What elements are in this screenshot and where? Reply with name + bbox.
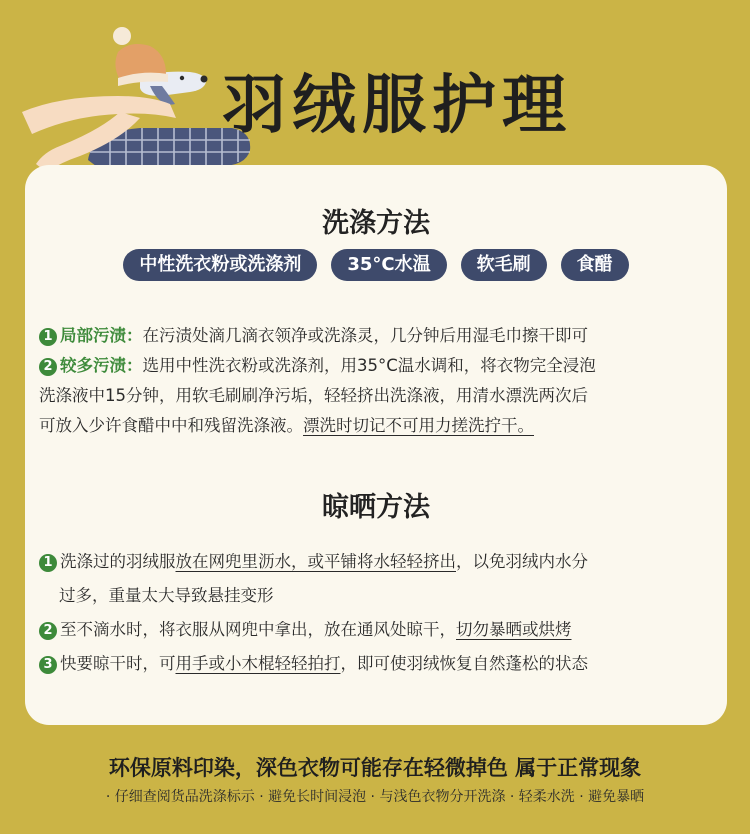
dry-section-title: 晾晒方法: [322, 492, 430, 523]
dry-item-2: [39, 613, 717, 647]
dry-item-1: [39, 545, 717, 579]
dry-item-3-text-c: ，即可使羽绒恢复自然蓬松的状态: [340, 654, 588, 673]
dry-item-3: [39, 647, 717, 681]
wash-item-1-text: 在污渍处滴几滴衣领净或洗涤灵，几分钟后用湿毛巾擦干即可: [142, 326, 588, 345]
wash-item-2-text-line1: 选用中性洗衣粉或洗涤剂，用35°C温水调和，将衣物完全浸泡: [142, 356, 596, 375]
tag-water-temp: 35°C水温: [331, 249, 446, 281]
dry-item-3-highlight: 用手或小木棍轻轻拍打: [175, 654, 341, 673]
dry-item-1-text-c: ，以免羽绒内水分: [456, 552, 588, 571]
number-2-icon: 2: [39, 358, 57, 376]
wash-item-2-text-line2: 洗涤液中15分钟，用软毛刷刷净污垢，轻轻挤出洗涤液，用清水漂洗两次后: [39, 386, 588, 405]
header: [0, 0, 750, 170]
dry-item-1-line2: 过多，重量太大导致悬挂变形: [59, 586, 274, 605]
dry-item-2-text: 至不滴水时，将衣服从网兜中拿出，放在通风处晾干，: [60, 620, 456, 639]
wash-tags: [25, 249, 727, 281]
wash-item-1: [39, 321, 717, 351]
dry-item-3-text-a: 快要晾干时，可: [60, 654, 176, 673]
footer-notice: 环保原料印染，深色衣物可能存在轻微掉色 属于正常现象: [108, 756, 642, 780]
tag-vinegar: 食醋: [561, 249, 629, 281]
dry-instructions: [39, 545, 717, 681]
number-3-icon: 3: [39, 656, 57, 674]
wash-section-title: 洗涤方法: [322, 208, 430, 239]
dog-illustration: [0, 0, 260, 175]
number-1-icon: 1: [39, 554, 57, 572]
dry-item-1-highlight: 放在网兜里沥水，或平铺将水轻轻挤出: [175, 552, 456, 571]
wash-item-1-label: 局部污渍：: [60, 326, 143, 345]
dry-item-1-text-a: 洗涤过的羽绒服: [60, 552, 176, 571]
wash-item-2-label: 较多污渍：: [60, 356, 143, 375]
tag-detergent: 中性洗衣粉或洗涤剂: [123, 249, 317, 281]
number-2-icon: 2: [39, 622, 57, 640]
tag-soft-brush: 软毛刷: [461, 249, 547, 281]
dry-item-2-highlight: 切勿暴晒或烘烤: [456, 620, 572, 639]
wash-item-2-line3: [39, 411, 717, 441]
care-card: [25, 165, 727, 725]
wash-item-2-text-line3: 可放入少许食醋中中和残留洗涤液。: [39, 416, 303, 435]
wash-item-2: [39, 351, 717, 381]
page-title: 羽绒服护理: [222, 69, 572, 143]
hat-icon: [113, 27, 168, 86]
footer-tips: · 仔细查阅货品洗涤标示 · 避免长时间浸泡 · 与浅色衣物分开洗涤 · 轻柔水洗 · 避免暴晒: [105, 789, 645, 805]
number-1-icon: 1: [39, 328, 57, 346]
wash-instructions: [39, 321, 717, 441]
wash-warning: 漂洗时切记不可用力搓洗拧干。: [303, 416, 534, 435]
